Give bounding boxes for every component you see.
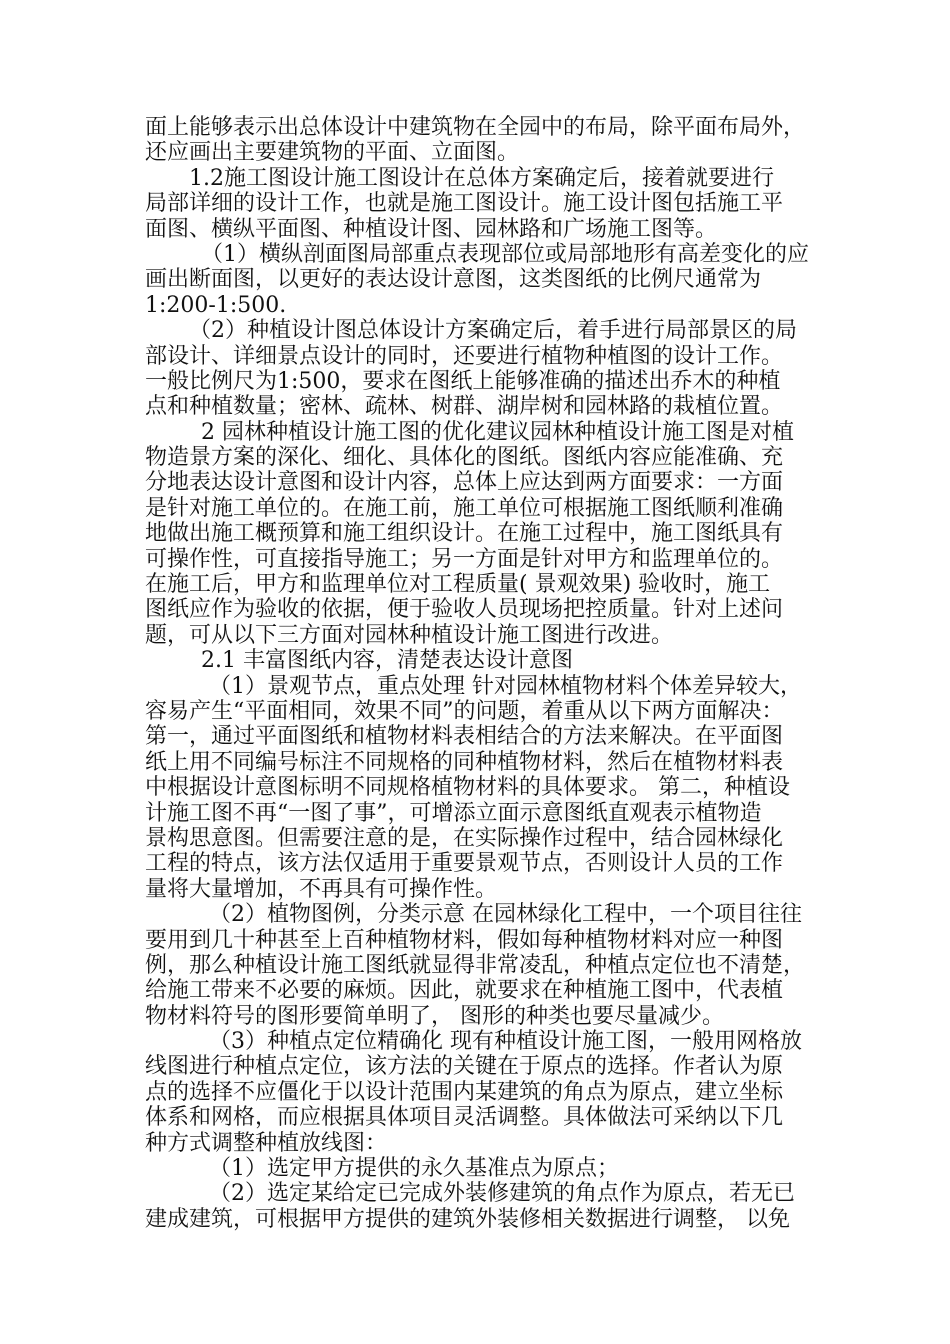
text-line: 量将大量增加，不再具有可操作性。 bbox=[145, 876, 498, 902]
text-line: （2）种植设计图总体设计方案确定后，着手进行局部景区的局 bbox=[189, 318, 797, 344]
text-line: 面图、横纵平面图、种植设计图、园林路和广场施工图等。 bbox=[145, 216, 718, 242]
section-heading-1-2: 1.2施工图设计施工图设计在总体方案确定后，接着就要进行 bbox=[189, 165, 774, 191]
text-line: 建成建筑，可根据甲方提供的建筑外装修相关数据进行调整， 以免 bbox=[145, 1206, 790, 1232]
text-line: （2）植物图例，分类示意 在园林绿化工程中，一个项目往往 bbox=[209, 902, 802, 928]
body-text bbox=[145, 115, 810, 1232]
text-line: 题，可从以下三方面对园林种植设计施工图进行改进。 bbox=[145, 622, 674, 648]
text-line: 要用到几十种甚至上百种植物材料，假如每种植物材料对应一种图 bbox=[145, 927, 784, 953]
section-heading-2: 2 园林种植设计施工图的优化建议园林种植设计施工图是对植 bbox=[201, 419, 794, 445]
text-line: 工程的特点，该方法仅适用于重要景观节点，否则设计人员的工作 bbox=[145, 851, 784, 877]
text-line: 画出断面图，以更好的表达设计意图，这类图纸的比例尺通常为 bbox=[145, 267, 762, 293]
text-line: 容易产生“平面相同，效果不同”的问题，着重从以下两方面解决： bbox=[145, 698, 784, 724]
text-line: 给施工带来不必要的麻烦。因此，就要求在种植施工图中，代表植 bbox=[145, 978, 784, 1004]
text-line: 在施工后，甲方和监理单位对工程质量( 景观效果) 验收时，施工 bbox=[145, 572, 771, 598]
text-line: 体系和网格，而应根据具体项目灵活调整。具体做法可采纳以下几 bbox=[145, 1105, 784, 1131]
text-line: 物材料符号的图形要简单明了， 图形的种类也要尽量减少。 bbox=[145, 1003, 724, 1029]
text-line: 面上能够表示出总体设计中建筑物在全园中的布局，除平面布局外， bbox=[145, 115, 806, 140]
text-line: 一般比例尺为1:500，要求在图纸上能够准确的描述出乔木的种植 bbox=[145, 368, 781, 394]
text-line: 部设计、详细景点设计的同时，还要进行植物种植图的设计工作。 bbox=[145, 343, 784, 369]
text-line: （3）种植点定位精确化 现有种植设计施工图，一般用网格放 bbox=[209, 1029, 802, 1055]
list-item: （2）选定某给定已完成外装修建筑的角点作为原点，若无已 bbox=[209, 1181, 795, 1207]
text-line: 图纸应作为验收的依据，便于验收人员现场把控质量。针对上述问 bbox=[145, 597, 784, 623]
list-item: （1）选定甲方提供的永久基准点为原点； bbox=[209, 1156, 619, 1182]
text-line: 中根据设计意图标明不同规格植物材料的具体要求。 第二，种植设 bbox=[145, 775, 790, 801]
text-line: 点和种植数量；密林、疏林、树群、湖岸树和园林路的栽植位置。 bbox=[145, 394, 784, 420]
text-line: 例，那么种植设计施工图纸就显得非常凌乱，种植点定位也不清楚， bbox=[145, 952, 806, 978]
text-line: 可操作性，可直接指导施工；另一方面是针对甲方和监理单位的。 bbox=[145, 546, 784, 572]
text-line: 第一，通过平面图纸和植物材料表相结合的方法来解决。在平面图 bbox=[145, 724, 784, 750]
text-line: 种方式调整种植放线图： bbox=[145, 1130, 388, 1156]
text-line: （1）景观节点，重点处理 针对园林植物材料个体差异较大， bbox=[209, 673, 802, 699]
text-line: 分地表达设计意图和设计内容，总体上应达到两方面要求：一方面 bbox=[145, 470, 784, 496]
text-line: 线图进行种植点定位，该方法的关键在于原点的选择。作者认为原 bbox=[145, 1054, 784, 1080]
text-line: 纸上用不同编号标注不同规格的同种植物材料，然后在植物材料表 bbox=[145, 749, 784, 775]
text-line: 点的选择不应僵化于以设计范围内某建筑的角点为原点，建立坐标 bbox=[145, 1079, 784, 1105]
text-line: （1）横纵剖面图局部重点表现部位或局部地形有高差变化的应 bbox=[201, 241, 809, 267]
text-line: 景构思意图。但需要注意的是，在实际操作过程中，结合园林绿化 bbox=[145, 825, 784, 851]
text-line: 还应画出主要建筑物的平面、立面图。 bbox=[145, 140, 520, 166]
text-line: 计施工图不再“一图了事”，可增添立面示意图纸直观表示植物造 bbox=[145, 800, 762, 826]
text-line: 1:200-1:500. bbox=[145, 292, 287, 318]
section-heading-2-1: 2.1 丰富图纸内容，清楚表达设计意图 bbox=[201, 648, 573, 674]
text-line: 局部详细的设计工作，也就是施工图设计。施工设计图包括施工平 bbox=[145, 191, 784, 217]
text-line: 地做出施工概预算和施工组织设计。在施工过程中，施工图纸具有 bbox=[145, 521, 784, 547]
text-line: 物造景方案的深化、细化、具体化的图纸。图纸内容应能准确、充 bbox=[145, 445, 784, 471]
text-line: 是针对施工单位的。在施工前，施工单位可根据施工图纸顺利准确 bbox=[145, 495, 784, 521]
